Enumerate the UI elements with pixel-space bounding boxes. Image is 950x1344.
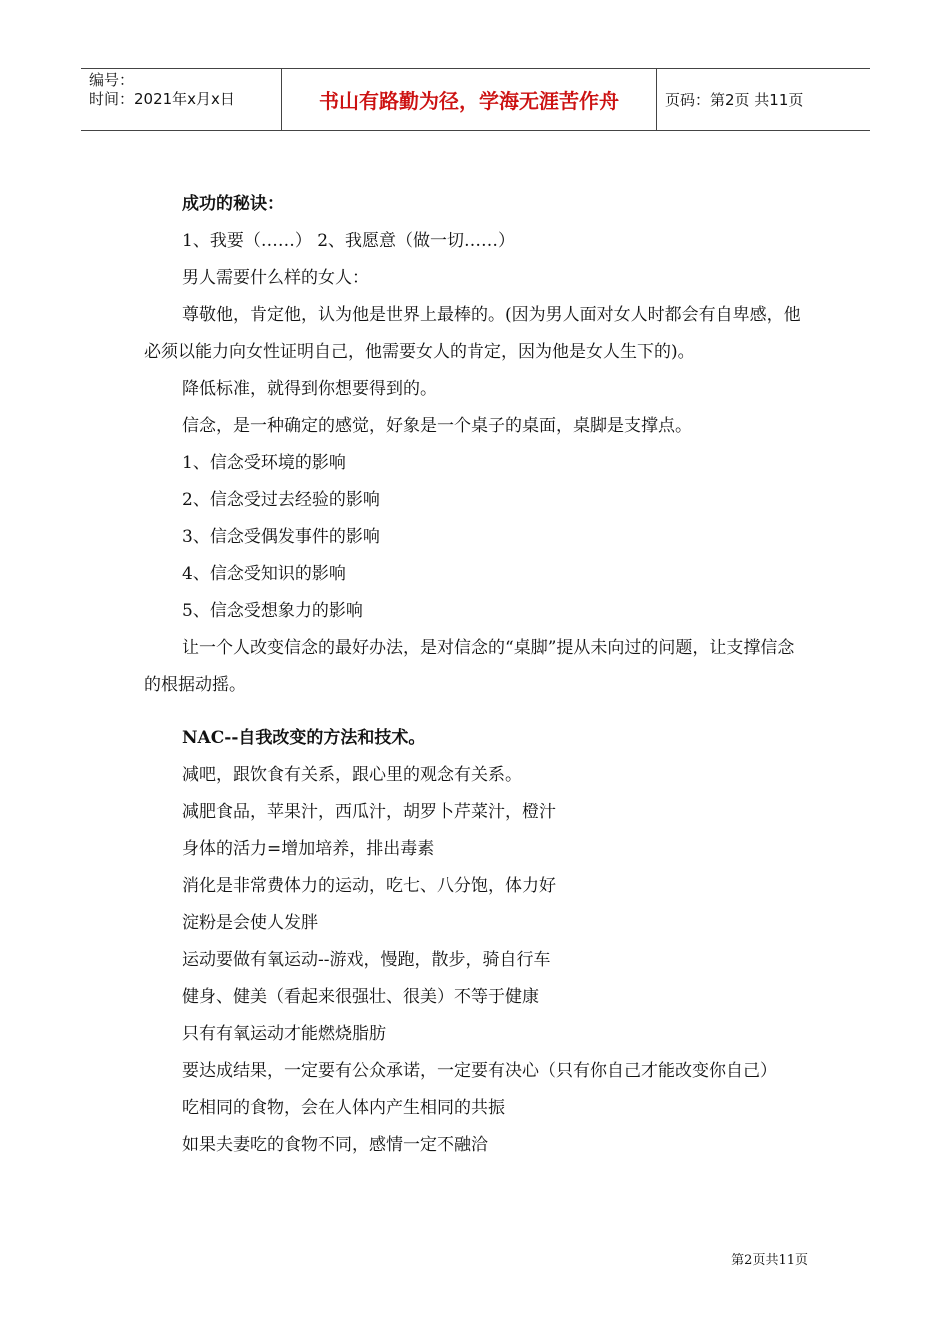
paragraph: 健身、健美（看起来很强壮、很美）不等于健康 — [182, 987, 539, 1007]
header-meta-cell — [81, 69, 281, 130]
paragraph: 如果夫妻吃的食物不同，感情一定不融洽 — [182, 1135, 488, 1155]
paragraph: 淀粉是会使人发胖 — [182, 913, 318, 933]
number-label: 编号： — [89, 71, 135, 89]
list-item: 2、信念受过去经验的影响 — [182, 490, 380, 510]
list-item: 1、信念受环境的影响 — [182, 453, 346, 473]
header-page-info: 页码：第2页 共11页 — [665, 91, 804, 109]
paragraph: 减吧，跟饮食有关系，跟心里的观念有关系。 — [182, 765, 522, 785]
paragraph: 消化是非常费体力的运动，吃七、八分饱，体力好 — [182, 876, 556, 896]
document-body — [144, 186, 808, 1164]
paragraph: 减肥食品，苹果汁，西瓜汁，胡罗卜芹菜汁，橙汁 — [182, 802, 556, 822]
list-item: 3、信念受偶发事件的影响 — [182, 527, 380, 547]
section-heading-secret: 成功的秘诀： — [182, 194, 284, 214]
paragraph: 尊敬他，肯定他，认为他是世界上最棒的。(因为男人面对女人时都会有自卑感，他必须以能力向女性证明自己，他需要女人的肯定，因为他是女人生下的)。 — [144, 305, 801, 362]
paragraph: 信念，是一种确定的感觉，好象是一个桌子的桌面，桌脚是支撑点。 — [182, 416, 692, 436]
page-header — [81, 68, 870, 131]
header-motto: 书山有路勤为径，学海无涯苦作舟 — [281, 69, 657, 130]
paragraph: 吃相同的食物，会在人体内产生相同的共振 — [182, 1098, 505, 1118]
page-footer: 第2页共11页 — [731, 1253, 808, 1268]
paragraph: 只有有氧运动才能燃烧脂肪 — [182, 1024, 386, 1044]
list-item: 5、信念受想象力的影响 — [182, 601, 363, 621]
paragraph: 要达成结果，一定要有公众承诺，一定要有决心（只有你自己才能改变你自己） — [182, 1061, 777, 1081]
section-heading-nac: NAC--自我改变的方法和技术。 — [182, 728, 426, 748]
paragraph: 降低标准，就得到你想要得到的。 — [182, 379, 437, 399]
section-spacer — [144, 704, 808, 720]
paragraph: 身体的活力=增加培养，排出毒素 — [182, 839, 435, 859]
paragraph: 运动要做有氧运动--游戏，慢跑，散步，骑自行车 — [182, 950, 551, 970]
time-label: 时间：2021年x月x日 — [89, 90, 235, 108]
list-item: 4、信念受知识的影响 — [182, 564, 346, 584]
paragraph: 男人需要什么样的女人： — [182, 268, 369, 288]
paragraph: 让一个人改变信念的最好办法，是对信念的“桌脚”提从未向过的问题，让支撑信念的根据动摇。 — [144, 638, 795, 695]
paragraph: 1、我要（……） 2、我愿意（做一切……） — [182, 231, 516, 251]
